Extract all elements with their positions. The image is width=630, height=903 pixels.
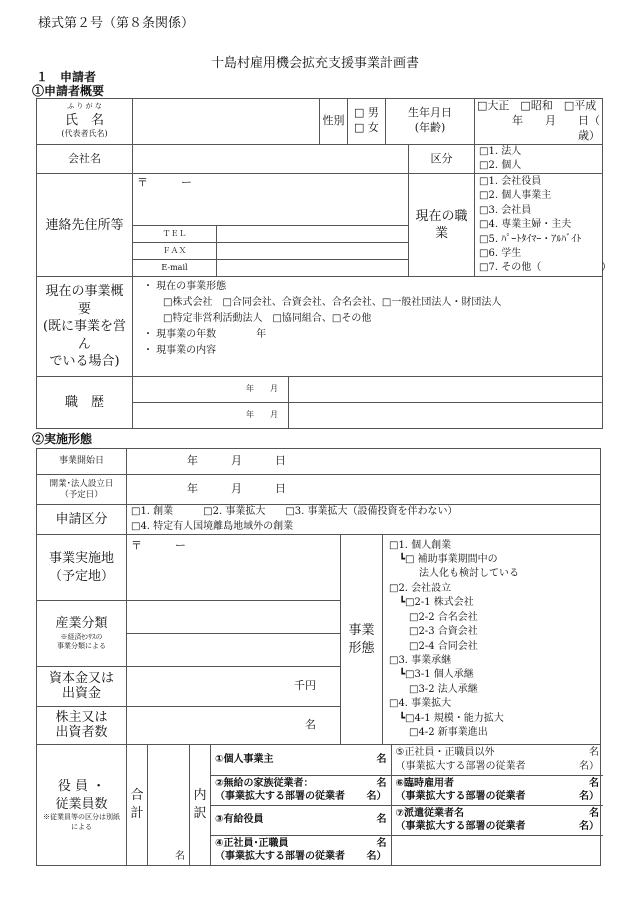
address-field[interactable]: 〒 ー xyxy=(133,174,409,226)
furigana-label: ふ り が な xyxy=(67,102,102,111)
form-option[interactable]: □4-2 新事業進出 xyxy=(389,726,488,738)
occupation-option[interactable]: □7. その他（ ） xyxy=(479,262,612,274)
name-label: 氏 名 xyxy=(64,112,104,128)
business-label-line: 現在の事業概要 xyxy=(45,283,124,317)
fax-field[interactable] xyxy=(217,243,409,260)
breakdown-item-6[interactable] xyxy=(391,775,603,805)
business-line[interactable]: □特定非営利活動法人 □協同組合、□その他 xyxy=(143,313,372,325)
form-option[interactable]: □2-4 合同会社 xyxy=(389,640,478,652)
form-option[interactable]: □2. 会社設立 xyxy=(389,582,452,594)
industry-field[interactable] xyxy=(127,634,341,667)
breakdown-item-label: ①個人事業主 xyxy=(215,754,274,765)
industry-field[interactable] xyxy=(127,601,341,634)
form-option[interactable]: □1. 個人創業 xyxy=(389,539,452,551)
breakdown-inner xyxy=(211,745,603,865)
site-label-line: 事業実施地 xyxy=(48,550,114,566)
capital-field[interactable] xyxy=(127,667,341,707)
breakdown-item-label: ⑦派遣従業者名 xyxy=(395,807,464,819)
establish-label-line: 開業･法人設立日 xyxy=(49,479,114,490)
shareholders-label-line: 株主又は xyxy=(55,710,108,726)
subsection-applicant-overview: ①申請者概要 xyxy=(32,84,105,98)
breakdown-item-sub: （事業拡大する部署の従業者 xyxy=(395,821,526,832)
career-date[interactable]: 年 月 xyxy=(133,403,289,429)
form-option[interactable]: ┗□ 補助事業期間中の xyxy=(389,554,498,566)
form-option[interactable]: □3-2 法人承継 xyxy=(389,683,478,695)
category-option[interactable]: □1. 法人 xyxy=(479,145,522,157)
breakdown-item-unit: 名） xyxy=(579,821,599,832)
breakdown-item-4[interactable] xyxy=(211,835,391,865)
section-applicant: １ 申請者 xyxy=(36,70,97,84)
start-date-field[interactable]: 年 月 日 xyxy=(127,449,601,475)
era-checkboxes[interactable]: □大正 □昭和 □平成 xyxy=(477,99,597,112)
shareholders-label xyxy=(37,707,127,745)
birth-sublabel: (年齢) xyxy=(414,121,446,135)
breakdown-item-unit: 名 xyxy=(376,837,387,849)
contact-label: 連絡先住所等 xyxy=(37,174,133,277)
birth-field[interactable] xyxy=(475,99,623,145)
form-option[interactable]: □2-2 合名会社 xyxy=(389,611,478,623)
tel-field[interactable] xyxy=(217,226,409,243)
breakdown-item-sub: （事業拡大する部署の従業者 xyxy=(215,851,345,863)
career-detail[interactable] xyxy=(289,377,603,403)
category-option[interactable]: □2. 個人 xyxy=(479,159,522,171)
breakdown-item-unit: 名 xyxy=(376,754,387,765)
subsection-implementation: ②実施形態 xyxy=(32,432,93,446)
staff-label-line: 役 員 ・ xyxy=(57,779,106,795)
birth-label: 生年月日 xyxy=(408,106,453,120)
capital-label xyxy=(37,667,127,707)
breakdown-label: 内訳 xyxy=(190,745,211,866)
name-label-cell xyxy=(37,99,133,145)
breakdown-item-unit: 名） xyxy=(366,791,387,802)
career-detail[interactable] xyxy=(289,403,603,429)
occupation-option[interactable]: □6. 学生 xyxy=(479,247,522,259)
career-date[interactable]: 年 月 xyxy=(133,377,289,403)
email-label: E-mail xyxy=(133,260,217,277)
breakdown-item-3[interactable] xyxy=(211,805,391,835)
business-form-label-line: 事業 xyxy=(348,622,375,638)
breakdown-item-unit: 名 xyxy=(589,747,599,759)
business-form-label xyxy=(341,535,383,745)
occupation-option[interactable]: □1. 会社役員 xyxy=(479,175,542,187)
business-line[interactable]: ・ 現事業の内容 xyxy=(143,345,217,357)
breakdown-empty xyxy=(391,835,603,865)
form-option[interactable]: □2-3 合資会社 xyxy=(389,626,478,638)
tel-label: ＴＥＬ xyxy=(133,226,217,243)
shareholders-field[interactable] xyxy=(127,707,341,745)
breakdown-item-unit: 名 xyxy=(376,814,387,826)
name-sublabel: (代表者氏名) xyxy=(61,129,108,139)
occupation-label: 現在の職業 xyxy=(409,174,475,277)
breakdown-item-7[interactable] xyxy=(391,805,603,835)
capital-unit: 千円 xyxy=(294,679,316,693)
business-line[interactable]: ・ 現事業の年数 年 xyxy=(143,329,267,341)
establish-label-line: （予定日） xyxy=(60,489,103,500)
total-label: 合計 xyxy=(127,745,148,866)
site-label-line: （予定地） xyxy=(48,568,114,584)
form-option[interactable]: ┗□2-1 株式会社 xyxy=(389,597,474,609)
industry-note: ※経済ｾﾝｻｽの xyxy=(60,632,103,641)
shareholders-label-line: 出資者数 xyxy=(55,724,108,740)
business-label-line: (既に事業を営ん xyxy=(42,319,127,352)
breakdown-item-label: ③有給役員 xyxy=(215,814,264,826)
site-field[interactable]: 〒 ー xyxy=(127,535,341,601)
business-form-options[interactable] xyxy=(383,535,601,745)
capital-label-line: 資本金又は xyxy=(48,671,114,687)
breakdown-grid xyxy=(211,745,601,866)
apply-option-line[interactable]: □1. 創業 □2. 事業拡大 □3. 事業拡大（設備投資を伴わない） xyxy=(131,506,458,518)
email-field[interactable] xyxy=(217,260,409,277)
career-label: 職 歴 xyxy=(37,377,133,429)
apply-category-label: 申請区分 xyxy=(37,505,127,535)
name-field[interactable] xyxy=(133,99,320,145)
gender-female-checkbox[interactable]: □ 女 xyxy=(354,121,379,135)
business-line: ・ 現在の事業形態 xyxy=(143,281,227,293)
breakdown-item-2[interactable] xyxy=(211,775,391,805)
breakdown-item-5[interactable] xyxy=(391,745,603,775)
birth-date-format: 年 月 日（ 歳） xyxy=(512,113,623,142)
company-label: 会社名 xyxy=(37,144,133,174)
occupation-option[interactable]: □5. ﾊﾟｰﾄﾀｲﾏｰ・ｱﾙﾊﾞｲﾄ xyxy=(479,233,582,245)
breakdown-item-unit: 名） xyxy=(579,760,599,772)
site-label xyxy=(37,535,127,601)
breakdown-item-unit: 名 xyxy=(589,777,599,789)
breakdown-item-unit: 名） xyxy=(366,851,387,863)
business-label-line: でいる場合) xyxy=(49,354,120,370)
breakdown-item-sub: （事業拡大する部署の従業者 xyxy=(395,760,526,772)
implementation-table xyxy=(36,448,601,866)
occupation-option[interactable]: □3. 会社員 xyxy=(479,204,532,216)
staff-note: ※従業員等の区分は別紙による xyxy=(43,813,120,831)
document-title: 十島村雇用機会拡充支援事業計画書 xyxy=(210,56,419,71)
form-number: 様式第２号（第８条関係） xyxy=(38,16,195,31)
occupation-option[interactable]: □4. 専業主婦・主夫 xyxy=(479,219,572,231)
breakdown-item-1[interactable] xyxy=(211,745,391,775)
gender-options[interactable] xyxy=(348,99,386,145)
start-date-label: 事業開始日 xyxy=(37,449,127,475)
breakdown-item-unit: 名 xyxy=(376,777,387,789)
business-line[interactable]: □株式会社 □合同会社、合資会社、合名会社、□一般社団法人・財団法人 xyxy=(143,297,502,309)
breakdown-item-label: ⑥臨時雇用者 xyxy=(395,777,454,789)
breakdown-item-label: ②無給の家族従業者： xyxy=(215,777,314,789)
apply-option-line[interactable]: □4. 特定有人国境離島地域外の創業 xyxy=(131,520,294,532)
total-field[interactable] xyxy=(148,745,190,866)
form-option[interactable]: ┗□3-1 個人承継 xyxy=(389,669,474,681)
business-form-label-line: 形態 xyxy=(348,640,375,656)
birth-label-cell xyxy=(386,99,475,145)
establish-date-label xyxy=(37,475,127,505)
category-label: 区分 xyxy=(409,144,475,174)
staff-label-line: 従業員数 xyxy=(55,796,108,812)
business-content[interactable] xyxy=(133,277,603,377)
breakdown-item-sub: （事業拡大する部署の従業者 xyxy=(395,791,526,802)
industry-label xyxy=(37,601,127,667)
fax-label: ＦＡＸ xyxy=(133,243,217,260)
form-option[interactable]: ┗□4-1 規模・能力拡大 xyxy=(389,712,504,724)
occupation-option[interactable]: □2. 個人事業主 xyxy=(479,190,552,202)
breakdown-item-unit: 名） xyxy=(579,791,599,802)
apply-category-options[interactable] xyxy=(127,505,601,535)
breakdown-item-sub: （事業拡大する部署の従業者 xyxy=(215,791,345,802)
gender-label: 性別 xyxy=(320,99,348,145)
occupation-options[interactable] xyxy=(475,174,612,277)
form-option: 法人化も検討している xyxy=(389,568,519,580)
gender-male-checkbox[interactable]: □ 男 xyxy=(354,106,379,120)
company-field[interactable] xyxy=(133,144,409,174)
shareholders-unit: 名 xyxy=(305,718,316,732)
breakdown-item-unit: 名 xyxy=(589,807,599,819)
staff-label xyxy=(37,745,127,866)
total-unit: 名 xyxy=(175,850,185,862)
breakdown-item-label: ④正社員･正職員 xyxy=(215,837,289,849)
business-label xyxy=(37,277,133,377)
applicant-table xyxy=(36,98,623,429)
industry-label-main: 産業分類 xyxy=(55,616,108,632)
establish-date-field[interactable]: 年 月 日 xyxy=(127,475,601,505)
industry-note: 事業分類による xyxy=(57,642,106,651)
capital-label-line: 出資金 xyxy=(61,685,101,701)
form-option[interactable]: □3. 事業承継 xyxy=(389,654,452,666)
breakdown-item-label: ⑤正社員・正職員以外 xyxy=(395,747,495,759)
category-options[interactable] xyxy=(475,144,603,174)
form-option[interactable]: □4. 事業拡大 xyxy=(389,698,452,710)
